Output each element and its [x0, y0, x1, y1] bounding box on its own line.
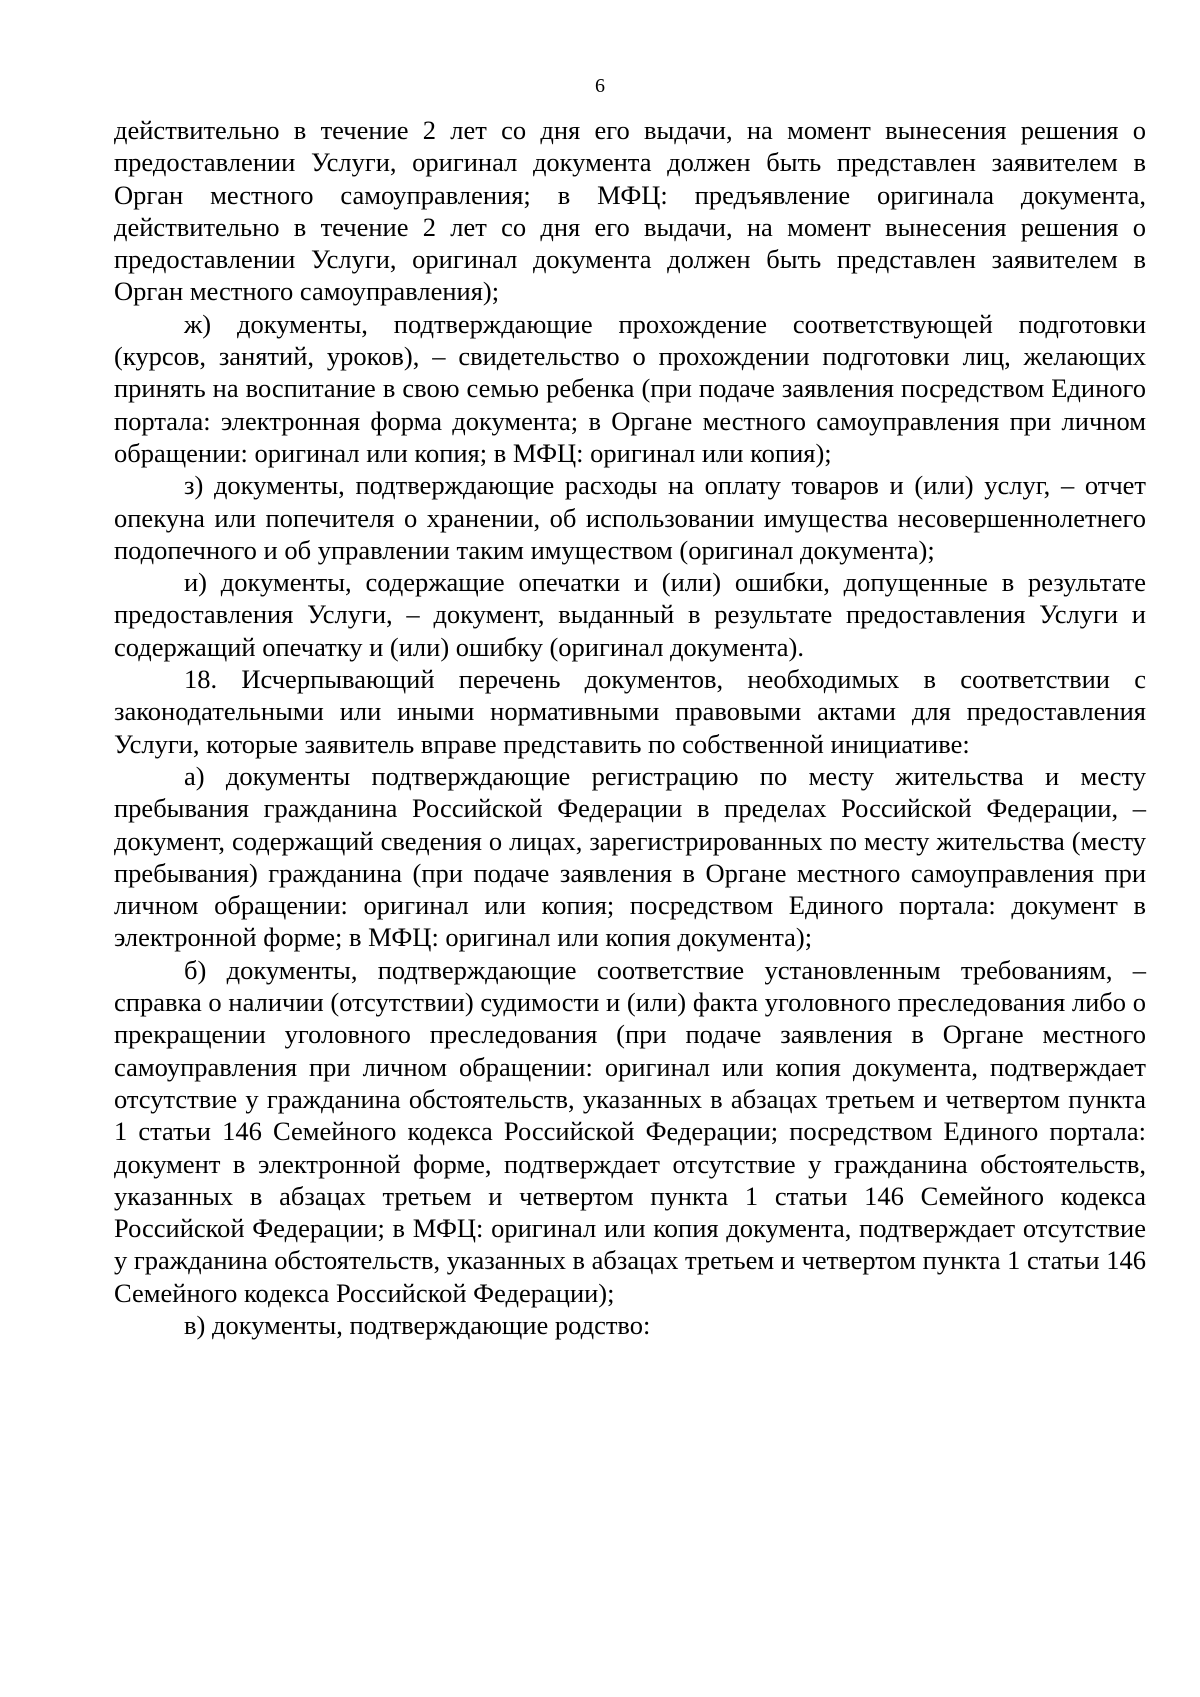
paragraph-item-zh: ж) документы, подтверждающие прохождение соответствующей подготовки (курсов, занятий, уроков), – свидетельство о прохождении подготовки лиц, желающих принять на воспитание в свою семью ребенка (при подаче заявления посредством Единого портала: электронная форма документа; в Органе местного самоуправления при личном обращении: оригинал или копия; в МФЦ: оригинал или копия); — [114, 308, 1146, 468]
paragraph-continuation: действительно в течение 2 лет со дня его выдачи, на момент вынесения решения о предоставлении Услуги, оригинал документа должен быть представлен заявителем в Орган местного самоуправления; в МФЦ: предъявление оригинала документа, действительно в течение 2 лет со дня его выдачи, на момент вынесения решения о предоставлении Услуги, оригинал документа должен быть представлен заявителем в Орган местного самоуправления); — [114, 115, 1146, 307]
paragraph-item-z: з) документы, подтверждающие расходы на оплату товаров и (или) услуг, – отчет опекуна или попечителя о хранении, об использовании имущества несовершеннолетнего подопечного и об управлении таким имуществом (оригинал документа); — [114, 470, 1146, 565]
paragraph-item-a: а) документы подтверждающие регистрацию по месту жительства и месту пребывания гражданина Российской Федерации в пределах Российской Федерации, – документ, содержащий сведения о лицах, зарегистрированных по месту жительства (месту пребывания) гражданина (при подаче заявления в Органе местного самоуправления при личном обращении: оригинал или копия; посредством Единого портала: документ в электронной форме; в МФЦ: оригинал или копия документа); — [114, 760, 1146, 953]
document-body — [114, 114, 1146, 1341]
paragraph-item-i: и) документы, содержащие опечатки и (или) ошибки, допущенные в результате предоставления Услуги, – документ, выданный в результате предоставления Услуги и содержащий опечатку и (или) ошибку (оригинал документа). — [114, 567, 1146, 662]
page-number: 6 — [595, 75, 605, 97]
paragraph-item-v: в) документы, подтверждающие родство: — [184, 1309, 651, 1340]
paragraph-clause-18: 18. Исчерпывающий перечень документов, необходимых в соответствии с законодательными или иными нормативными правовыми актами для предоставления Услуги, которые заявитель вправе представить по собственной инициативе: — [114, 664, 1146, 759]
paragraph-item-b: б) документы, подтверждающие соответствие установленным требованиям, – справка о наличии (отсутствии) судимости и (или) факта уголовного преследования либо о прекращении уголовного преследования (при подаче заявления в Органе местного самоуправления при личном обращении: оригинал или копия документа, подтверждает отсутствие у гражданина обстоятельств, указанных в абзацах третьем и четвертом пункта 1 статьи 146 Семейного кодекса Российской Федерации; посредством Единого портала: документ в электронной форме, подтверждает отсутствие у гражданина обстоятельств, указанных в абзацах третьем и четвертом пункта 1 статьи 146 Семейного кодекса Российской Федерации; в МФЦ: оригинал или копия документа, подтверждает отсутствие у гражданина обстоятельств, указанных в абзацах третьем и четвертом пункта 1 статьи 146 Семейного кодекса Российской Федерации); — [114, 954, 1146, 1308]
